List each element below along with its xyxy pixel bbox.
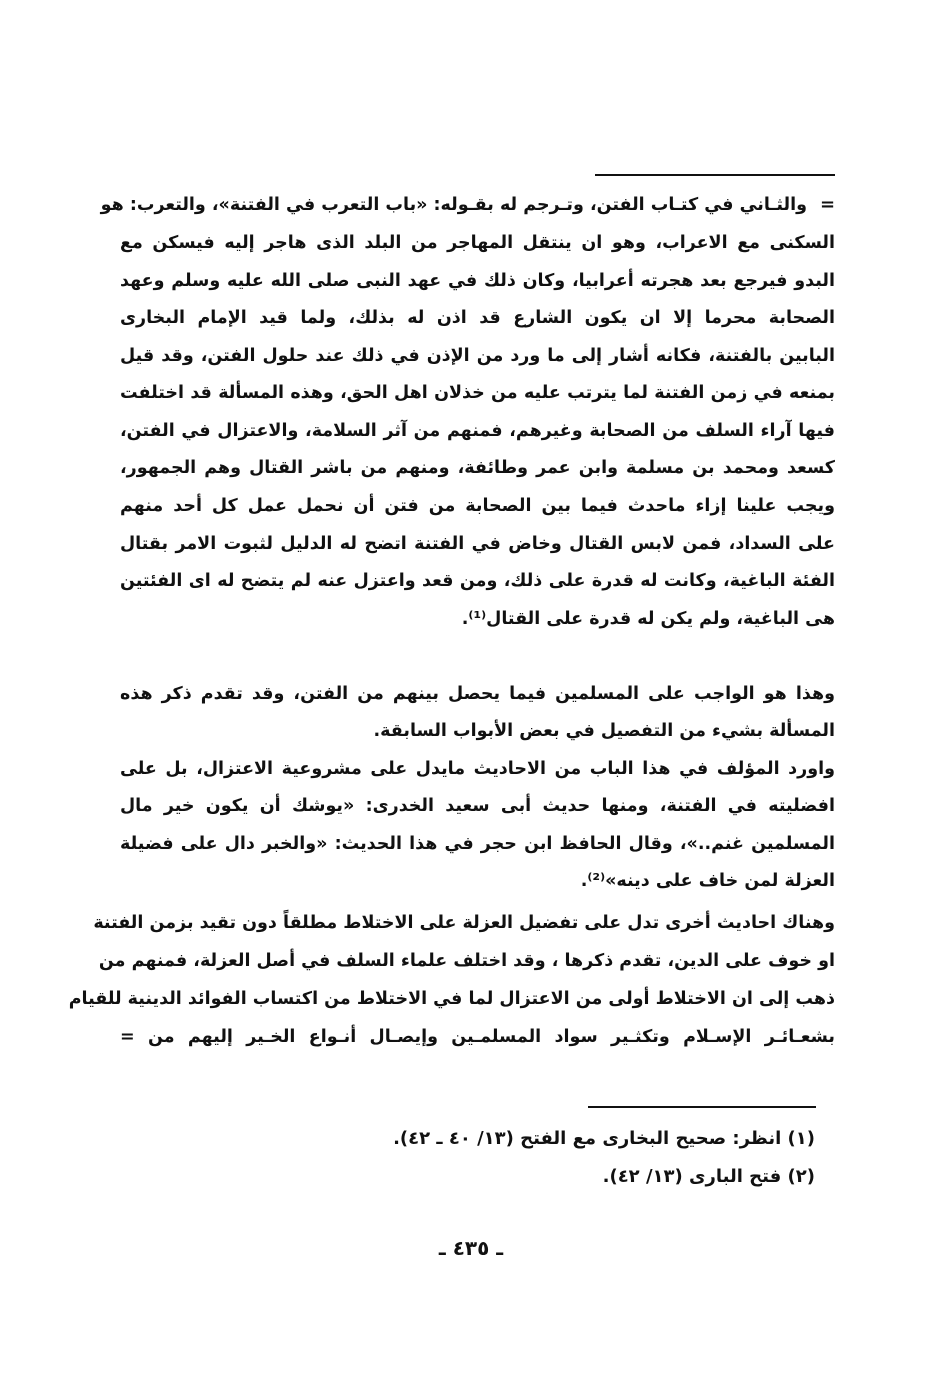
body-line: بمنعه في زمن الفتنة لما يترتب عليه من خذلان اهل الحق، وهذه المسألة قد اختلفت xyxy=(120,383,835,403)
footnote-2: (٢) فتح البارى (١٣/ ٤٢). xyxy=(602,1166,815,1187)
body-line: فيها آراء السلف من الصحابة وغيرهم، فمنهم من آثر السلامة، والاعتزال في الفتن، xyxy=(120,421,835,441)
body-line: البابين بالفتنة، فكانه أشار إلى ما ورد من الإذن في ذلك عند حلول الفتن، وقد قيل xyxy=(120,346,835,366)
body-line: واورد المؤلف في هذا الباب من الاحاديث مايدل على مشروعية الاعتزال، بل على xyxy=(120,759,835,779)
body-line: والثـاني في كتـاب الفتن، وتـرجم له بقـوله: «باب التعرب في الفتنة»، والتعرب: هو xyxy=(100,195,807,215)
body-line: وهناك احاديث أخرى تدل على تفضيل العزلة على الاختلاط مطلقاً دون تقيد بزمن الفتنة xyxy=(93,913,835,933)
body-line: المسألة بشيء من التفصيل في بعض الأبواب السابقة. xyxy=(373,721,835,741)
body-line: على السداد، فمن لابس القتال وخاض في الفتنة اتضح له الدليل لثبوت الامر بقتال xyxy=(120,534,835,554)
body-line: وهذا هو الواجب على المسلمين فيما يحصل بينهم من الفتن، وقد تقدم ذكر هذه xyxy=(120,684,835,704)
body-line: الفئة الباغية، وكانت له قدرة على ذلك، ومن قعد واعتزل عنه لم يتضح له اى الفئتين xyxy=(120,571,835,591)
body-line: العزلة لمن خاف على دينه»⁽²⁾. xyxy=(580,871,835,891)
body-line: ذهب إلى ان الاختلاط أولى من الاعتزال لما في الاختلاط من اكتساب الفوائد الدينية للقيام xyxy=(68,989,835,1009)
body-line: كسعد ومحمد بن مسلمة وابن عمر وطائفة، ومنهم من باشر القتال وهم الجمهور، xyxy=(120,458,835,478)
body-line: البدو فيرجع بعد هجرته أعرابيا، وكان ذلك في عهد النبى صلى الله عليه وسلم وعهد xyxy=(120,271,835,291)
footnote-rule xyxy=(588,1106,816,1108)
continuation-mark: = xyxy=(820,194,836,215)
body-line: او خوف على الدين، تقدم ذكرها ، وقد اختلف علماء السلف في أصل العزلة، فمنهم من xyxy=(98,951,835,971)
footnote-1: (١) انظر: صحيح البخارى مع الفتح (١٣/ ٤٠ ـ ٤٢). xyxy=(393,1128,815,1149)
body-line: الصحابة محرما إلا ان يكون الشارع قد اذن له بذلك، ولما قيد الإمام البخارى xyxy=(120,308,835,328)
body-line: المسلمين غنم..»، وقال الحافظ ابن حجر في هذا الحديث: «والخبر دال على فضيلة xyxy=(120,834,835,854)
page-number: ـ ٤٣٥ ـ xyxy=(438,1236,504,1260)
body-line: افضليته في الفتنة، ومنها حديث أبى سعيد الخدرى: «يوشك أن يكون خير مال xyxy=(120,796,835,816)
body-line: بشعـائـر الإسـلام وتكثـير سواد المسلمـين وإيصـال أنـواع الخـير إليهم من = xyxy=(120,1027,835,1047)
body-line: السكنى مع الاعراب، وهو ان ينتقل المهاجر من البلد الذى هاجر إليه فيسكن مع xyxy=(120,233,835,253)
header-rule xyxy=(595,174,835,176)
body-line: هى الباغية، ولم يكن له قدرة على القتال⁽¹⁾. xyxy=(461,608,835,629)
body-line: ويجب علينا إزاء ماحدث فيما بين الصحابة من فتن أن نحمل عمل كل أحد منهم xyxy=(120,496,835,516)
